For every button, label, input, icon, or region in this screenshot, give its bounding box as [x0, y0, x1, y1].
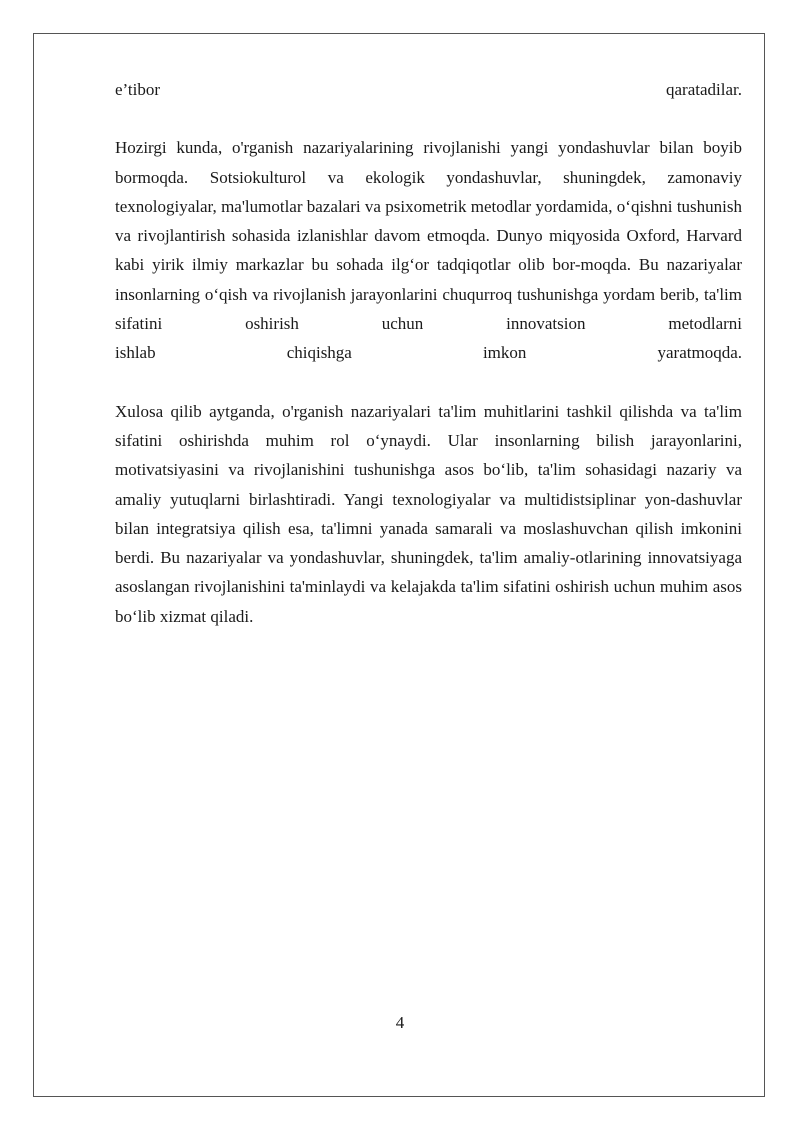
last-line-word: ishlab — [115, 343, 156, 363]
paragraph-gap — [115, 104, 742, 133]
last-line-word: yaratmoqda. — [657, 343, 742, 363]
continuation-word-right: qaratadilar. — [666, 80, 742, 99]
continuation-word-left: e’tibor — [115, 80, 161, 99]
paragraph-conclusion: Xulosa qilib aytganda, o'rganish nazariyalari ta'lim muhitlarini tashkil qilishda va ta'lim sifatini oshirishda muhim rol o‘ynaydi. Ular insonlarning bilish jarayonlarini, motivatsiyasini va rivojlanishini tushunishga asos bo‘lib, ta'lim sohasidagi nazariy va amaliy yutuqlarni birlashtiradi. Yangi texnologiyalar va multidistsiplinar yon-dashuvlar bilan integratsiya qilish esa, ta'limni yanada samarali va moslashuvchan qilish imkonini berdi. Bu nazariyalar va yondashuvlar, shuningdek, ta'lim amaliy-otlarining innovatsiyaga asoslangan rivojlanishini ta'minlaydi va kelajakda ta'lim sifatini oshirish uchun muhim asos bo‘lib xizmat qiladi. — [115, 401, 742, 626]
paragraph-current-research: Hozirgi kunda, o'rganish nazariyalarining rivojlanishi yangi yondashuvlar bilan boyib bormoqda. Sotsiokulturol va ekologik yondashuvlar, shuningdek, zamonaviy texnologiyalar, ma'lumotlar bazalari va psixometrik metodlar yordamida, o‘qishni tushunish va rivojlantirish sohasida izlanishlar davom etmoqda. Dunyo miqyosida Oxford, Harvard kabi yirik ilmiy markazlar bu sohada ilg‘or tadqiqotlar olib bor-moqda. Bu nazariyalar insonlarning o‘qish va rivojlanish jarayonlarini chuqurroq tushunishga yordam berib, ta'lim sifatini oshirish uchun innovatsion metodlarni — [115, 138, 742, 334]
continuation-line — [115, 75, 742, 104]
paragraph-gap — [115, 368, 742, 397]
paragraph-current-research-last-line — [115, 338, 742, 367]
last-line-word: imkon — [482, 343, 527, 363]
page-number: 4 — [395, 1013, 405, 1032]
last-line-word: chiqishga — [286, 343, 352, 363]
page-content — [115, 75, 742, 631]
